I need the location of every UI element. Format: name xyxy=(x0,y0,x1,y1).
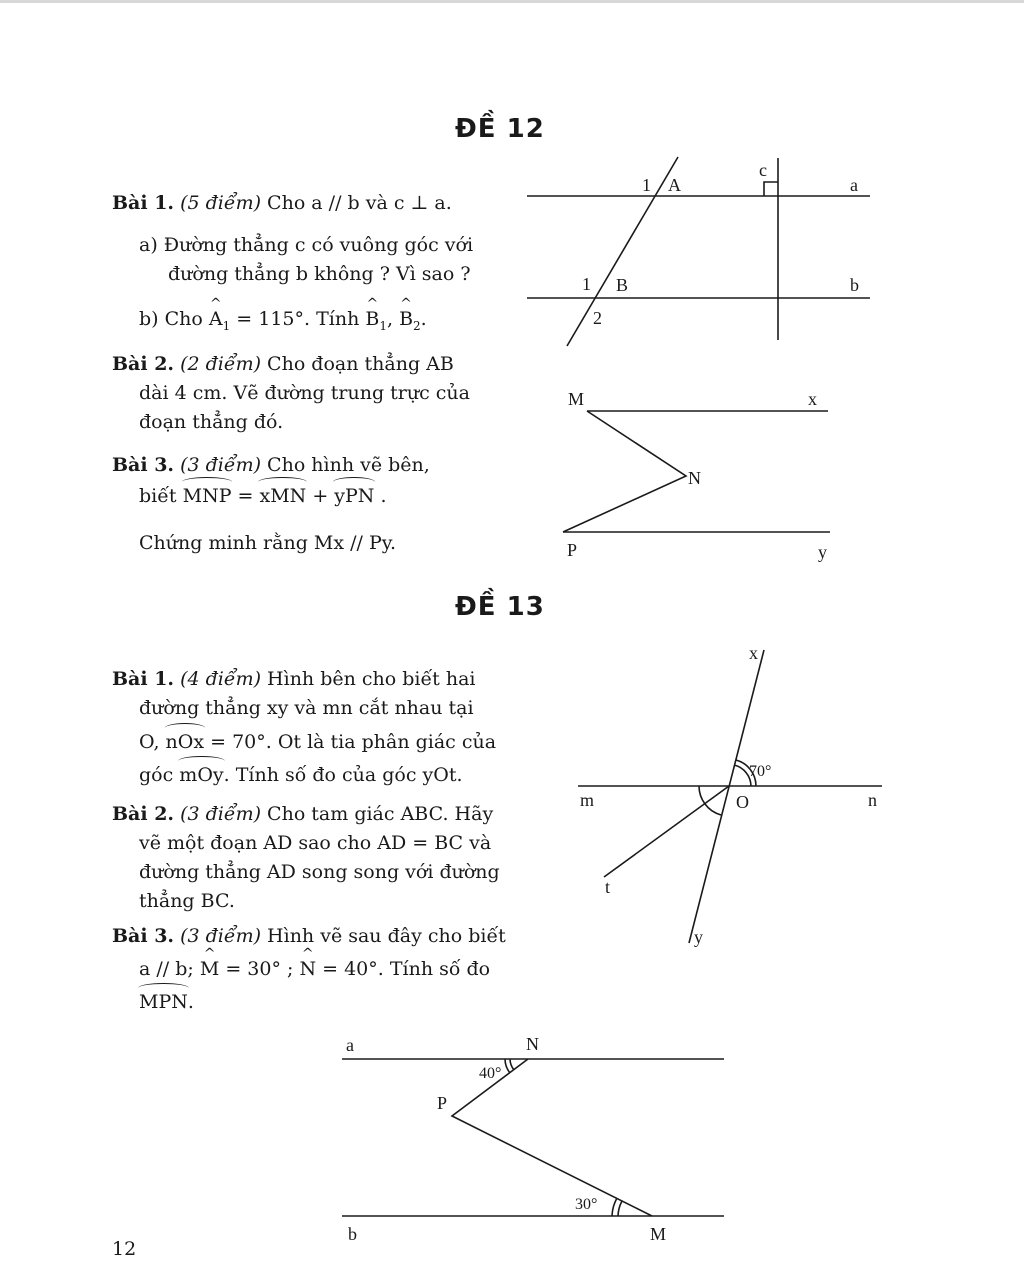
polyline-mnp xyxy=(563,411,686,532)
text: . xyxy=(187,991,194,1013)
text: = 40°. Tính số đo xyxy=(316,958,491,980)
bai-label: Bài 3. xyxy=(112,454,175,476)
fig4-label-N: N xyxy=(526,1034,539,1054)
text: = 30° ; xyxy=(219,958,300,980)
subscript: 1 xyxy=(379,318,387,333)
de12-bai2-line3: đoạn thẳng đó. xyxy=(139,411,284,433)
fig3-label-t: t xyxy=(605,877,611,897)
angle-mpn: MPN xyxy=(139,988,188,1017)
angle-ypn: yPN xyxy=(334,482,374,511)
bai-label: Bài 2. xyxy=(112,803,175,825)
angle-moy: mOy xyxy=(179,761,223,790)
bai-label: Bài 1. xyxy=(112,668,175,690)
angle-xmn: xMN xyxy=(259,482,306,511)
transversal-line xyxy=(567,157,678,346)
fig1-label-2: 2 xyxy=(593,308,602,328)
text: O, xyxy=(139,731,166,753)
fig3-label-m: m xyxy=(580,790,595,810)
fig4-label-a: a xyxy=(346,1035,354,1055)
angle-letter: N xyxy=(299,958,317,980)
angle-letter: M xyxy=(199,958,220,980)
text: Cho tam giác ABC. Hãy xyxy=(267,803,494,825)
angle-letter: B xyxy=(399,308,414,330)
angle-mnp: MNP xyxy=(183,482,232,511)
text: Cho a // b và c ⊥ a. xyxy=(267,192,452,214)
de12-bai3-line3: Chứng minh rằng Mx // Py. xyxy=(139,532,396,554)
page-number: 12 xyxy=(112,1238,137,1260)
text: = 70°. Ot là tia phân giác của xyxy=(204,731,497,753)
figure-parallel-mpn xyxy=(342,1059,724,1216)
bai-label: Bài 3. xyxy=(112,925,175,947)
de13-bai2-line2: vẽ một đoạn AD sao cho AD = BC và xyxy=(139,832,492,854)
fig1-label-c: c xyxy=(759,160,767,180)
fig1-label-B: B xyxy=(616,275,629,295)
de13-bai2-line4: thẳng BC. xyxy=(139,890,235,912)
points: (3 điểm) xyxy=(180,454,261,476)
text: = xyxy=(231,485,260,507)
de13-bai1-line2: đường thẳng xy và mn cắt nhau tại xyxy=(139,697,474,719)
figure-intersecting-lines xyxy=(578,650,882,943)
polyline-npm xyxy=(452,1059,652,1216)
angle-letter: A xyxy=(208,308,223,330)
subscript: 2 xyxy=(413,318,421,333)
fig2-label-M: M xyxy=(568,389,585,409)
fig4-label-30: 30° xyxy=(575,1196,598,1213)
bai-label: Bài 1. xyxy=(112,192,175,214)
figure-parallel-transversal xyxy=(527,157,870,346)
fig1-label-1a: 1 xyxy=(642,175,651,195)
fig4-label-M: M xyxy=(650,1224,667,1244)
fig1-label-b: b xyxy=(850,275,859,295)
points: (5 điểm) xyxy=(180,192,261,214)
arc-30 xyxy=(618,1201,622,1216)
fig2-label-N: N xyxy=(688,468,701,488)
exam-title-12: ĐỀ 12 xyxy=(455,114,545,144)
text: . xyxy=(374,485,387,507)
fig3-label-O: O xyxy=(736,792,749,812)
angle-nox: nOx xyxy=(166,728,205,757)
text: b) Cho xyxy=(139,308,209,330)
de12-bai2-line2: dài 4 cm. Vẽ đường trung trực của xyxy=(139,382,470,404)
arc-30-outer xyxy=(612,1198,617,1216)
fig2-label-x: x xyxy=(808,389,817,409)
fig4-label-P: P xyxy=(437,1093,448,1113)
fig1-label-A: A xyxy=(668,175,681,195)
exam-title-13: ĐỀ 13 xyxy=(455,592,545,622)
fig1-label-a: a xyxy=(850,175,858,195)
fig3-label-n: n xyxy=(868,790,877,810)
points: (2 điểm) xyxy=(180,353,261,375)
text: , xyxy=(386,308,400,330)
text: + xyxy=(306,485,335,507)
text: = 115°. Tính xyxy=(230,308,366,330)
subscript: 1 xyxy=(222,318,231,333)
fig4-label-40: 40° xyxy=(479,1065,502,1082)
arc-mot xyxy=(699,786,705,804)
points: (4 điểm) xyxy=(180,668,261,690)
fig2-label-P: P xyxy=(567,540,578,560)
de12-bai1-a-line1: a) Đường thẳng c có vuông góc với xyxy=(139,234,474,256)
bai-label: Bài 2. xyxy=(112,353,175,375)
text: Hình vẽ sau đây cho biết xyxy=(267,925,506,947)
text: Cho đoạn thẳng AB xyxy=(267,353,454,375)
text: a // b; xyxy=(139,958,200,980)
ray-ot xyxy=(604,786,729,877)
text: Cho hình vẽ bên, xyxy=(267,454,430,476)
angle-letter: B xyxy=(365,308,380,330)
text: . xyxy=(420,308,427,330)
de12-bai1-a-line2: đường thẳng b không ? Vì sao ? xyxy=(168,263,471,285)
text: . Tính số đo của góc yOt. xyxy=(223,764,463,786)
fig3-label-70: 70° xyxy=(749,763,772,780)
text: Hình bên cho biết hai xyxy=(267,668,476,690)
points: (3 điểm) xyxy=(180,925,261,947)
arc-40-outer xyxy=(505,1059,510,1073)
right-angle-mark xyxy=(764,182,778,196)
fig1-label-1b: 1 xyxy=(582,274,591,294)
arc-40 xyxy=(510,1059,514,1070)
fig2-label-y: y xyxy=(818,542,827,562)
arc-toy xyxy=(705,804,721,815)
fig4-label-b: b xyxy=(348,1224,357,1244)
points: (3 điểm) xyxy=(180,803,261,825)
text: góc xyxy=(139,764,180,786)
de13-bai2-line3: đường thẳng AD song song với đường xyxy=(139,861,500,883)
text: biết xyxy=(139,485,183,507)
fig3-label-y: y xyxy=(694,927,703,947)
fig3-label-x: x xyxy=(749,643,758,663)
